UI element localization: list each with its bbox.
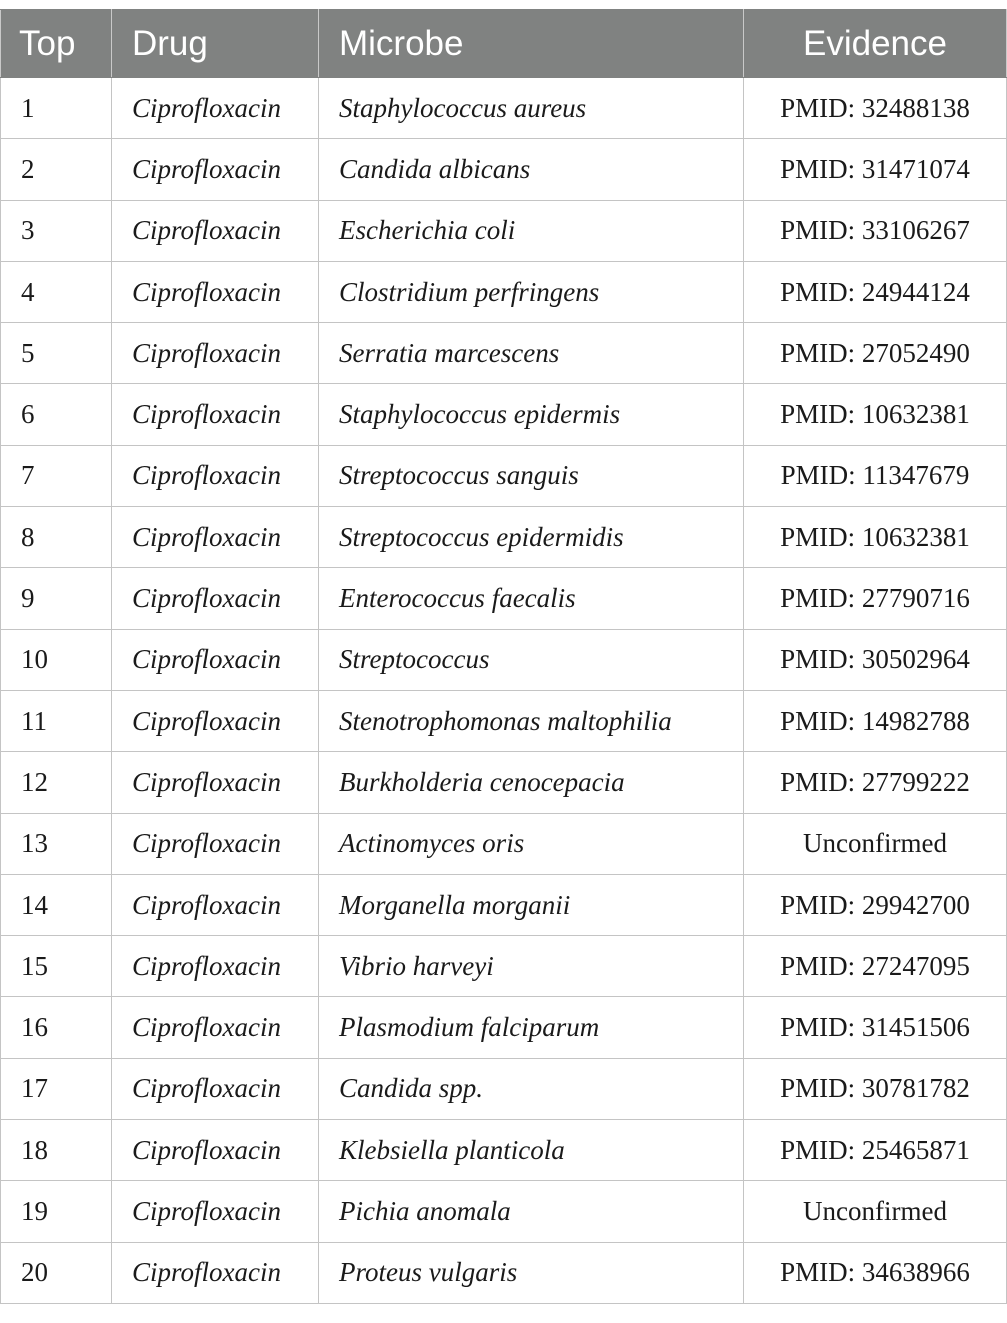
cell-rank: 16 xyxy=(1,997,112,1058)
cell-rank: 15 xyxy=(1,936,112,997)
cell-rank: 1 xyxy=(1,78,112,139)
cell-evidence: PMID: 27790716 xyxy=(744,568,1007,629)
cell-evidence: PMID: 31471074 xyxy=(744,139,1007,200)
cell-drug: Ciprofloxacin xyxy=(112,568,319,629)
table-row xyxy=(1,1058,1007,1119)
cell-evidence: PMID: 32488138 xyxy=(744,78,1007,139)
table-row xyxy=(1,690,1007,751)
cell-drug: Ciprofloxacin xyxy=(112,1181,319,1242)
table-row xyxy=(1,139,1007,200)
table-row xyxy=(1,936,1007,997)
cell-rank: 8 xyxy=(1,507,112,568)
cell-drug: Ciprofloxacin xyxy=(112,690,319,751)
results-table-container xyxy=(0,9,1006,1304)
cell-rank: 7 xyxy=(1,445,112,506)
cell-microbe: Morganella morganii xyxy=(319,874,744,935)
cell-drug: Ciprofloxacin xyxy=(112,629,319,690)
cell-microbe: Pichia anomala xyxy=(319,1181,744,1242)
header-drug: Drug xyxy=(112,10,319,78)
cell-evidence: PMID: 33106267 xyxy=(744,200,1007,261)
cell-drug: Ciprofloxacin xyxy=(112,139,319,200)
table-row xyxy=(1,874,1007,935)
table-row xyxy=(1,568,1007,629)
cell-drug: Ciprofloxacin xyxy=(112,936,319,997)
cell-rank: 2 xyxy=(1,139,112,200)
cell-drug: Ciprofloxacin xyxy=(112,813,319,874)
table-row xyxy=(1,78,1007,139)
table-row xyxy=(1,261,1007,322)
table-row xyxy=(1,813,1007,874)
cell-drug: Ciprofloxacin xyxy=(112,1058,319,1119)
cell-rank: 14 xyxy=(1,874,112,935)
cell-evidence: PMID: 25465871 xyxy=(744,1120,1007,1181)
table-row xyxy=(1,1120,1007,1181)
cell-evidence: PMID: 27247095 xyxy=(744,936,1007,997)
cell-rank: 18 xyxy=(1,1120,112,1181)
table-row xyxy=(1,752,1007,813)
cell-microbe: Proteus vulgaris xyxy=(319,1242,744,1303)
table-row xyxy=(1,384,1007,445)
cell-microbe: Staphylococcus aureus xyxy=(319,78,744,139)
table-header xyxy=(1,10,1007,78)
cell-drug: Ciprofloxacin xyxy=(112,752,319,813)
cell-microbe: Candida spp. xyxy=(319,1058,744,1119)
cell-evidence: PMID: 30781782 xyxy=(744,1058,1007,1119)
cell-evidence: PMID: 24944124 xyxy=(744,261,1007,322)
cell-rank: 3 xyxy=(1,200,112,261)
cell-rank: 9 xyxy=(1,568,112,629)
cell-evidence: PMID: 31451506 xyxy=(744,997,1007,1058)
cell-rank: 10 xyxy=(1,629,112,690)
header-row xyxy=(1,10,1007,78)
header-microbe: Microbe xyxy=(319,10,744,78)
cell-evidence: PMID: 10632381 xyxy=(744,384,1007,445)
cell-drug: Ciprofloxacin xyxy=(112,874,319,935)
cell-drug: Ciprofloxacin xyxy=(112,78,319,139)
table-row xyxy=(1,629,1007,690)
cell-drug: Ciprofloxacin xyxy=(112,997,319,1058)
cell-drug: Ciprofloxacin xyxy=(112,445,319,506)
cell-drug: Ciprofloxacin xyxy=(112,261,319,322)
cell-drug: Ciprofloxacin xyxy=(112,200,319,261)
cell-drug: Ciprofloxacin xyxy=(112,507,319,568)
cell-microbe: Candida albicans xyxy=(319,139,744,200)
cell-evidence: PMID: 34638966 xyxy=(744,1242,1007,1303)
cell-microbe: Actinomyces oris xyxy=(319,813,744,874)
cell-evidence: Unconfirmed xyxy=(744,813,1007,874)
cell-microbe: Plasmodium falciparum xyxy=(319,997,744,1058)
cell-microbe: Streptococcus epidermidis xyxy=(319,507,744,568)
cell-rank: 20 xyxy=(1,1242,112,1303)
table-body xyxy=(1,78,1007,1304)
cell-rank: 6 xyxy=(1,384,112,445)
cell-evidence: Unconfirmed xyxy=(744,1181,1007,1242)
cell-microbe: Serratia marcescens xyxy=(319,323,744,384)
table-row xyxy=(1,1181,1007,1242)
cell-evidence: PMID: 11347679 xyxy=(744,445,1007,506)
cell-rank: 11 xyxy=(1,690,112,751)
cell-evidence: PMID: 27052490 xyxy=(744,323,1007,384)
cell-evidence: PMID: 14982788 xyxy=(744,690,1007,751)
cell-drug: Ciprofloxacin xyxy=(112,323,319,384)
cell-rank: 5 xyxy=(1,323,112,384)
cell-rank: 4 xyxy=(1,261,112,322)
cell-drug: Ciprofloxacin xyxy=(112,1120,319,1181)
header-top: Top xyxy=(1,10,112,78)
table-row xyxy=(1,507,1007,568)
cell-evidence: PMID: 27799222 xyxy=(744,752,1007,813)
cell-evidence: PMID: 30502964 xyxy=(744,629,1007,690)
cell-microbe: Streptococcus xyxy=(319,629,744,690)
table-row xyxy=(1,323,1007,384)
cell-microbe: Clostridium perfringens xyxy=(319,261,744,322)
cell-microbe: Vibrio harveyi xyxy=(319,936,744,997)
cell-microbe: Klebsiella planticola xyxy=(319,1120,744,1181)
cell-drug: Ciprofloxacin xyxy=(112,384,319,445)
header-evidence: Evidence xyxy=(744,10,1007,78)
cell-microbe: Burkholderia cenocepacia xyxy=(319,752,744,813)
table-row xyxy=(1,445,1007,506)
drug-microbe-table xyxy=(0,9,1007,1304)
table-row xyxy=(1,200,1007,261)
cell-rank: 12 xyxy=(1,752,112,813)
cell-rank: 19 xyxy=(1,1181,112,1242)
table-row xyxy=(1,997,1007,1058)
cell-evidence: PMID: 10632381 xyxy=(744,507,1007,568)
cell-rank: 17 xyxy=(1,1058,112,1119)
cell-microbe: Staphylococcus epidermis xyxy=(319,384,744,445)
table-row xyxy=(1,1242,1007,1303)
cell-drug: Ciprofloxacin xyxy=(112,1242,319,1303)
cell-rank: 13 xyxy=(1,813,112,874)
cell-microbe: Enterococcus faecalis xyxy=(319,568,744,629)
cell-evidence: PMID: 29942700 xyxy=(744,874,1007,935)
cell-microbe: Escherichia coli xyxy=(319,200,744,261)
cell-microbe: Streptococcus sanguis xyxy=(319,445,744,506)
cell-microbe: Stenotrophomonas maltophilia xyxy=(319,690,744,751)
